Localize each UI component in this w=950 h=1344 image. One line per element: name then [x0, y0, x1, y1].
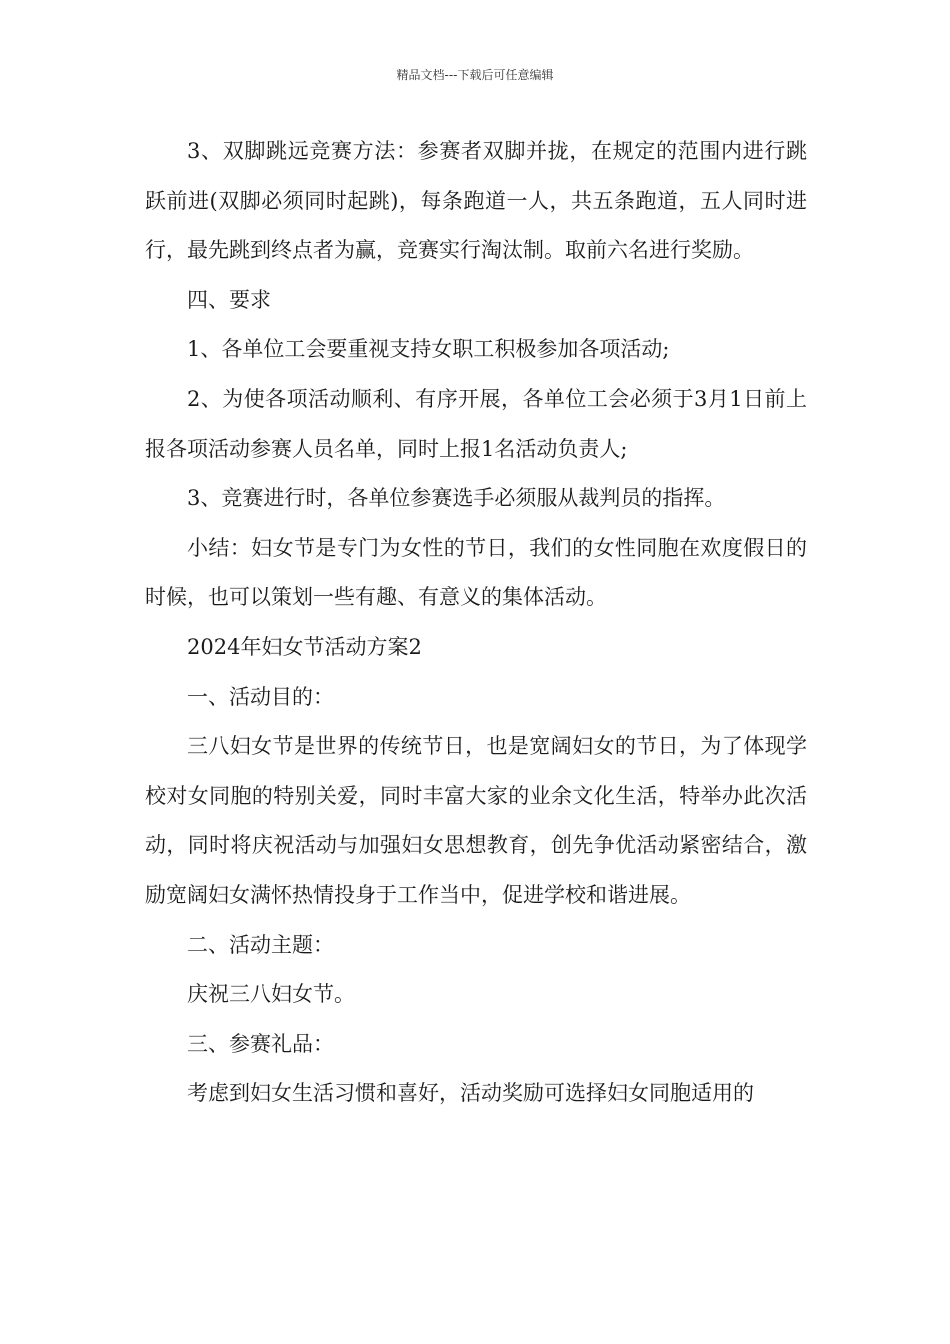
section-heading-prizes: 三、参赛礼品： [187, 1031, 334, 1056]
paragraph-prizes: 考虑到妇女生活习惯和喜好，活动奖励可选择妇女同胞适用的 [187, 1081, 754, 1106]
paragraph-theme: 庆祝三八妇女节。 [187, 982, 355, 1007]
paragraph-summary: 小结：妇女节是专门为女性的节日，我们的女性同胞在欢度假日的时候，也可以策划一些有趣、有意义的集体活动。 [145, 535, 807, 610]
section-heading-theme: 二、活动主题： [187, 932, 334, 957]
paragraph-purpose: 三八妇女节是世界的传统节日，也是宽阔妇女的节日，为了体现学校对女同胞的特别关爱，同时丰富大家的业余文化生活，特举办此次活动，同时将庆祝活动与加强妇女思想教育，创先争优活动紧密结合，激励宽阔妇女满怀热情投身于工作当中，促进学校和谐进展。 [145, 734, 807, 907]
plan-title: 2024年妇女节活动方案2 [187, 634, 422, 659]
requirement-item-3: 3、竞赛进行时，各单位参赛选手必须服从裁判员的指挥。 [187, 486, 726, 511]
requirement-item-1: 1、各单位工会要重视支持女职工积极参加各项活动; [187, 337, 670, 362]
page-header: 精品文档---下载后可任意编辑 [396, 68, 554, 82]
paragraph-long-jump-rules: 3、双脚跳远竞赛方法：参赛者双脚并拢，在规定的范围内进行跳跃前进(双脚必须同时起跳)，每条跑道一人，共五条跑道，五人同时进行，最先跳到终点者为赢，竞赛实行淘汰制。取前六名进行奖励。 [145, 139, 807, 263]
requirement-item-2: 2、为使各项活动顺利、有序开展，各单位工会必须于3月1日前上报各项活动参赛人员名单，同时上报1名活动负责人; [145, 386, 807, 461]
document-body [145, 127, 807, 1119]
section-heading-purpose: 一、活动目的： [187, 684, 334, 709]
section-heading-requirements: 四、要求 [187, 287, 271, 312]
